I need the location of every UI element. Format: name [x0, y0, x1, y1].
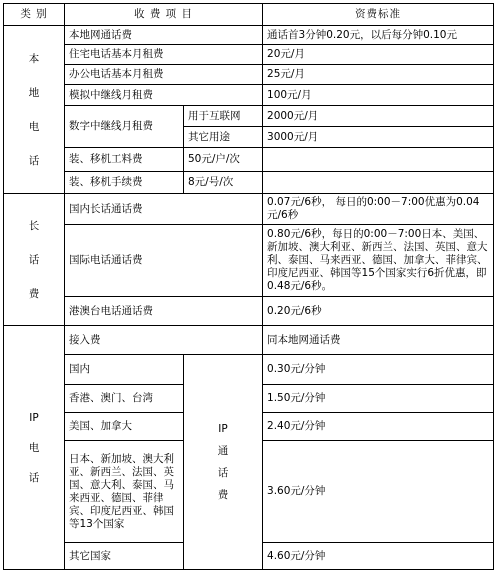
ip-fee-label: IP通话费	[184, 355, 263, 570]
header-row	[4, 4, 494, 26]
table-row	[4, 45, 494, 65]
value-cell: 4.60元/分钟	[263, 543, 494, 570]
empty-cell	[263, 172, 494, 194]
value-cell: 0.30元/分钟	[263, 355, 494, 385]
value-cell: 2000元/月	[263, 106, 494, 127]
table-row	[4, 26, 494, 45]
value-cell: 通话首3分钟0.20元，以后每分钟0.10元	[263, 26, 494, 45]
tariff-table	[3, 3, 494, 570]
item-cell: 数字中继线月租费	[65, 106, 184, 148]
category-ip: IP电话	[4, 326, 65, 570]
item-cell: 办公电话基本月租费	[65, 65, 263, 85]
value-cell: 50元/户/次	[184, 148, 263, 172]
value-cell: 3.60元/分钟	[263, 441, 494, 543]
item-cell: 港澳台电话通话费	[65, 297, 263, 326]
empty-cell	[263, 148, 494, 172]
table-row	[4, 194, 494, 225]
category-long-distance: 长话费	[4, 194, 65, 326]
value-cell: 20元/月	[263, 45, 494, 65]
item-cell: 国际电话通话费	[65, 225, 263, 297]
item-cell: 接入费	[65, 326, 263, 355]
sub-item-cell: 用于互联网	[184, 106, 263, 127]
table-row	[4, 148, 494, 172]
item-cell: 本地网通话费	[65, 26, 263, 45]
table-row	[4, 172, 494, 194]
item-cell: 住宅电话基本月租费	[65, 45, 263, 65]
value-cell: 0.07元/6秒， 每日的0:00－7:00优惠为0.04元/6秒	[263, 194, 494, 225]
header-category: 类 别	[4, 4, 65, 26]
sub-item-cell: 其它用途	[184, 127, 263, 148]
table-row	[4, 65, 494, 85]
table-row	[4, 326, 494, 355]
item-cell: 日本、新加坡、澳大利亚、新西兰、法国、英国、意大利、泰国、马来西亚、德国、菲律宾、印度尼西亚、韩国等13个国家	[65, 441, 184, 543]
item-cell: 模拟中继线月租费	[65, 85, 263, 106]
item-cell: 国内长话通话费	[65, 194, 263, 225]
value-cell: 25元/月	[263, 65, 494, 85]
header-standard: 资费标准	[263, 4, 494, 26]
table-row	[4, 106, 494, 127]
category-local: 本地电话	[4, 26, 65, 194]
item-cell: 国内	[65, 355, 184, 385]
table-row	[4, 297, 494, 326]
table-row	[4, 225, 494, 297]
item-cell: 美国、加拿大	[65, 413, 184, 441]
item-cell: 香港、澳门、台湾	[65, 385, 184, 413]
item-cell: 装、移机工料费	[65, 148, 184, 172]
table-row	[4, 355, 494, 385]
item-cell: 其它国家	[65, 543, 184, 570]
value-cell: 0.20元/6秒	[263, 297, 494, 326]
value-cell: 1.50元/分钟	[263, 385, 494, 413]
value-cell: 100元/月	[263, 85, 494, 106]
table-row	[4, 85, 494, 106]
header-item: 收 费 项 目	[65, 4, 263, 26]
value-cell: 2.40元/分钟	[263, 413, 494, 441]
value-cell: 8元/号/次	[184, 172, 263, 194]
value-cell: 3000元/月	[263, 127, 494, 148]
item-cell: 装、移机手续费	[65, 172, 184, 194]
value-cell: 同本地网通话费	[263, 326, 494, 355]
value-cell: 0.80元/6秒，每日的0:00－7:00日本、美国、新加坡、澳大利亚、新西兰、法国、英国、意大利、泰国、马来西亚、德国、加拿大、菲律宾、印度尼西亚、韩国等15个国家实行6折优惠，即0.48元/6秒。	[263, 225, 494, 297]
